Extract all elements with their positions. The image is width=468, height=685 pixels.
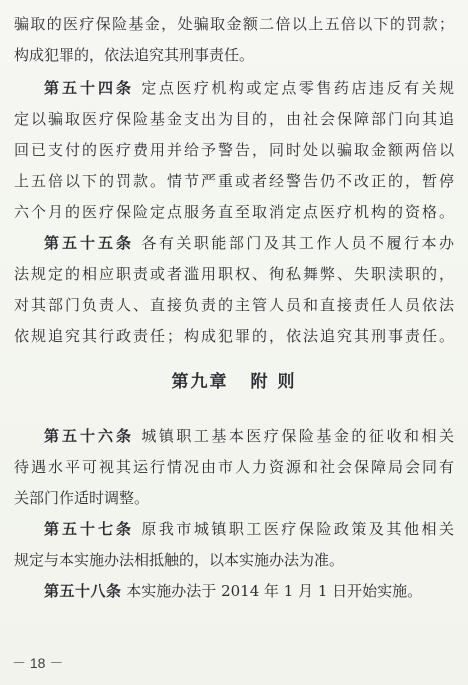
article-56-text: 城镇职工基本医疗保险基金的征收和相关 (141, 427, 454, 445)
article-54-line-2: 定以骗取医疗保险基金支出为目的，由社会保障部门向其追 (14, 110, 454, 128)
article-57-line-1 (44, 519, 454, 539)
chapter-number: 第九章 (171, 372, 229, 392)
article-55-text: 各有关职能部门及其工作人员不履行本办 (141, 234, 454, 252)
article-54-line-3: 回已支付的医疗费用并给予警告，同时处以骗取金额两倍以 (14, 141, 454, 159)
article-57-line-2: 规定与本实施办法相抵触的，以本实施办法为准。 (14, 551, 345, 569)
article-55-line-2: 法规定的相应职责或者滥用职权、徇私舞弊、失职渎职的， (14, 265, 454, 283)
paragraph-1-line-1: 骗取的医疗保险基金，处骗取金额二倍以上五倍以下的罚款； (14, 15, 454, 33)
article-54-line-1 (44, 78, 454, 98)
article-58-label: 第五十八条 (44, 582, 122, 600)
article-55-label: 第五十五条 (44, 234, 135, 252)
article-54-line-5: 六个月的医疗保险定点服务直至取消定点医疗机构的资格。 (14, 203, 454, 221)
article-54-label: 第五十四条 (44, 79, 135, 97)
article-56-line-1 (44, 426, 454, 446)
article-58-line-1 (44, 581, 454, 601)
page-number: － 18 － (12, 655, 64, 671)
article-55-line-3: 对其部门负责人、直接负责的主管人员和直接责任人员依法 (14, 296, 454, 314)
paragraph-1-line-2: 构成犯罪的，依法追究其刑事责任。 (14, 46, 255, 64)
article-55-line-1 (44, 233, 454, 253)
chapter-heading (0, 372, 468, 392)
article-57-label: 第五十七条 (44, 520, 135, 538)
article-57-text: 原我市城镇职工医疗保险政策及其他相关 (141, 520, 454, 538)
article-54-line-4: 上五倍以下的罚款。情节严重或者经警告仍不改正的，暂停 (14, 172, 454, 190)
article-56-label: 第五十六条 (44, 427, 135, 445)
chapter-title: 附 则 (250, 372, 297, 392)
article-56-line-2: 待遇水平可视其运行情况由市人力资源和社会保障局会同有 (14, 458, 454, 476)
article-56-line-3: 关部门作适时调整。 (14, 489, 150, 507)
article-58-text: 本实施办法于 2014 年 1 月 1 日开始实施。 (126, 582, 423, 600)
article-54-text: 定点医疗机构或定点零售药店违反有关规 (141, 79, 454, 97)
article-55-line-4: 依规追究其行政责任；构成犯罪的，依法追究其刑事责任。 (14, 327, 454, 345)
